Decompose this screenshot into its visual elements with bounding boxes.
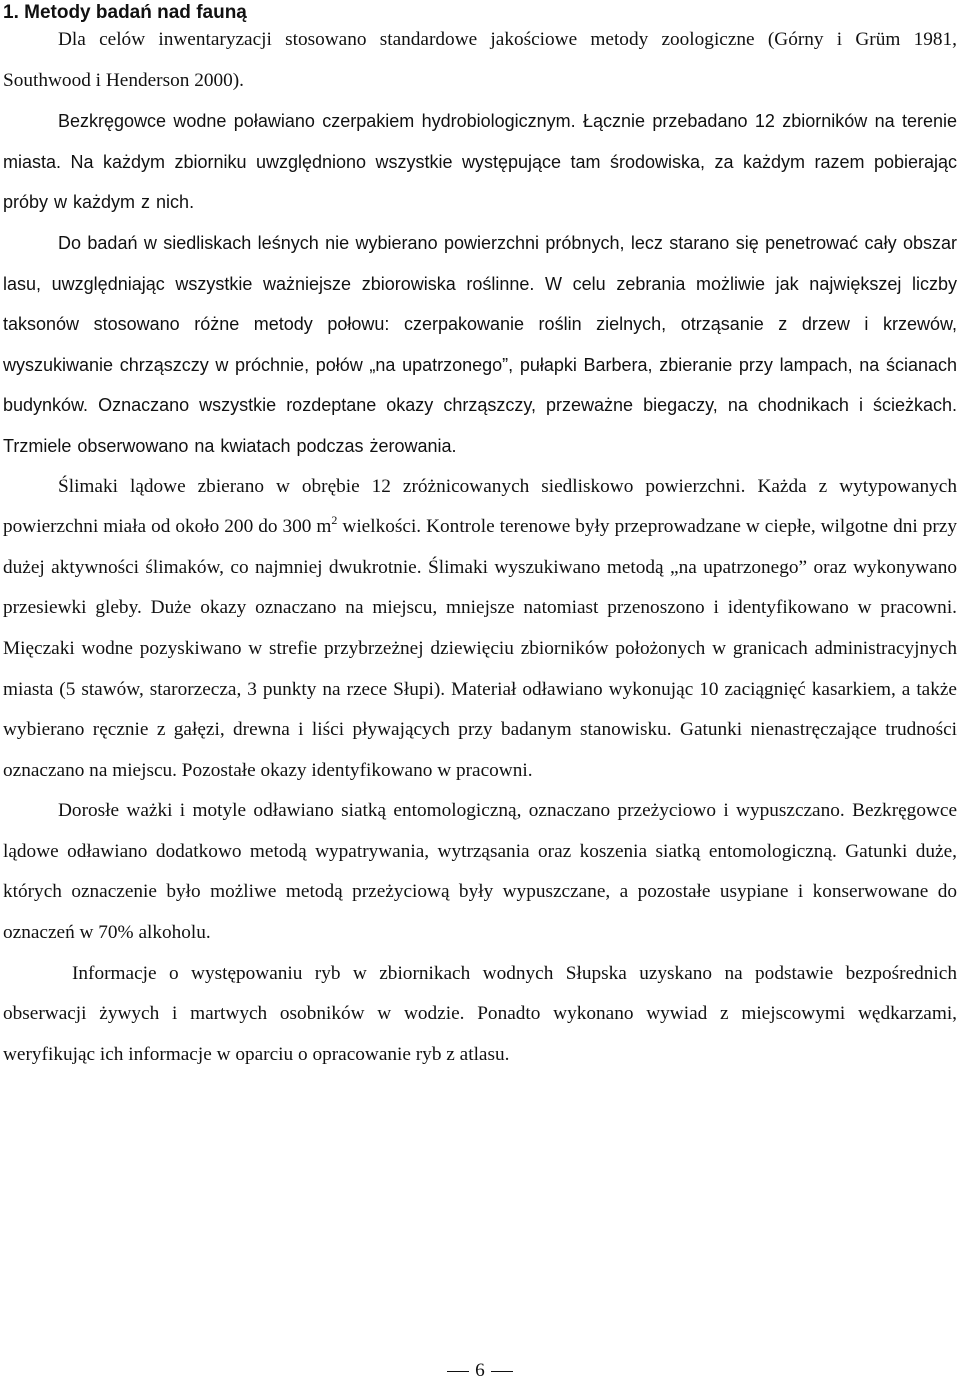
paragraph-dragonflies-butterflies (3, 791, 957, 953)
paragraph-aquatic-invertebrates (3, 101, 957, 223)
page-number-dash-right (491, 1371, 513, 1372)
page-number (0, 1360, 960, 1382)
page-number-value: 6 (475, 1360, 485, 1381)
superscript-square: 2 (331, 513, 338, 528)
paragraph-snails (3, 467, 957, 792)
paragraph-forest-habitats (3, 223, 957, 467)
paragraph-fish (3, 954, 957, 1076)
paragraph-text: Do badań w siedliskach leśnych nie wybierano powierzchni próbnych, lecz starano się penetrować cały obszar lasu, uwzględniając wszystkie ważniejsze zbiorowiska roślinne. W celu zebrania możliwie jak największej liczby taksonów stosowano różne metody połowu: czerpakowanie roślin zielnych, otrząsanie z drzew i krzewów, wyszukiwanie chrząszczy w próchnie, połów „na upatrzonego”, pułapki Barbera, zbieranie przy lampach, na ścianach budynków. Oznaczano wszystkie rozdeptane okazy chrząszczy, przeważne biegaczy, na chodnikach i ścieżkach. Trzmiele obserwowano na kwiatach podczas żerowania. (3, 232, 957, 456)
paragraph-text: Informacje o występowaniu ryb w zbiornikach wodnych Słupska uzyskano na podstawie bezpośrednich obserwacji żywych i martwych osobników w wodzie. Ponadto wykonano wywiad z miejscowymi wędkarzami, weryfikując ich informacje w oparciu o opracowanie ryb z atlasu. (3, 962, 957, 1065)
paragraph-text-end: wielkości. Kontrole terenowe były przeprowadzane w ciepłe, wilgotne dni przy dużej aktywności ślimaków, co najmniej dwukrotnie. Ślimaki wyszukiwano metodą „na upatrzonego” oraz wykonywano przesiewki gleby. Duże okazy oznaczano na miejscu, mniejsze natomiast przenoszono i identyfikowano w pracowni. Mięczaki wodne pozyskiwano w strefie przybrzeżnej dziewięciu zbiorników położonych w granicach administracyjnych miasta (5 stawów, starorzecza, 3 punkty na rzece Słupi). Materiał odławiano wykonując 10 zaciągnięć kasarkiem, a także wybierano ręcznie z gałęzi, drewna i liści pływających przy badanym stanowisku. Gatunki nienastręczające trudności oznaczano na miejscu. Pozostałe okazy identyfikowano w pracowni. (3, 516, 957, 781)
page-number-dash-left (447, 1371, 469, 1372)
paragraph-text-start: Ślimaki lądowe zbierano w obrębie 12 zróżnicowanych siedliskowo powierzchni. Każda z wytypowanych powierzchni miała od około 200 do 300 m (3, 475, 957, 538)
paragraph-text: Dla celów inwentaryzacji stosowano standardowe jakościowe metody zoologiczne (Górny i Grüm 1981, Southwood i Henderson 2000). (3, 29, 957, 91)
section-heading: 1. Metody badań nad fauną (3, 2, 247, 23)
paragraph-methods-intro (3, 20, 957, 101)
paragraph-text: Bezkręgowce wodne poławiano czerpakiem hydrobiologicznym. Łącznie przebadano 12 zbiorników na terenie miasta. Na każdym zbiorniku uwzględniono wszystkie występujące tam środowiska, za każdym razem pobierając próby w każdym z nich. (3, 111, 957, 213)
paragraph-text: Dorosłe ważki i motyle odławiano siatką entomologiczną, oznaczano przeżyciowo i wypuszczano. Bezkręgowce lądowe odławiano dodatkowo metodą wypatrywania, wytrząsania oraz koszenia siatką entomologiczną. Gatunki duże, których oznaczenie było możliwe metodą przeżyciową były wypuszczane, a pozostałe usypiane i konserwowane do oznaczeń w 70% alkoholu. (3, 800, 957, 944)
